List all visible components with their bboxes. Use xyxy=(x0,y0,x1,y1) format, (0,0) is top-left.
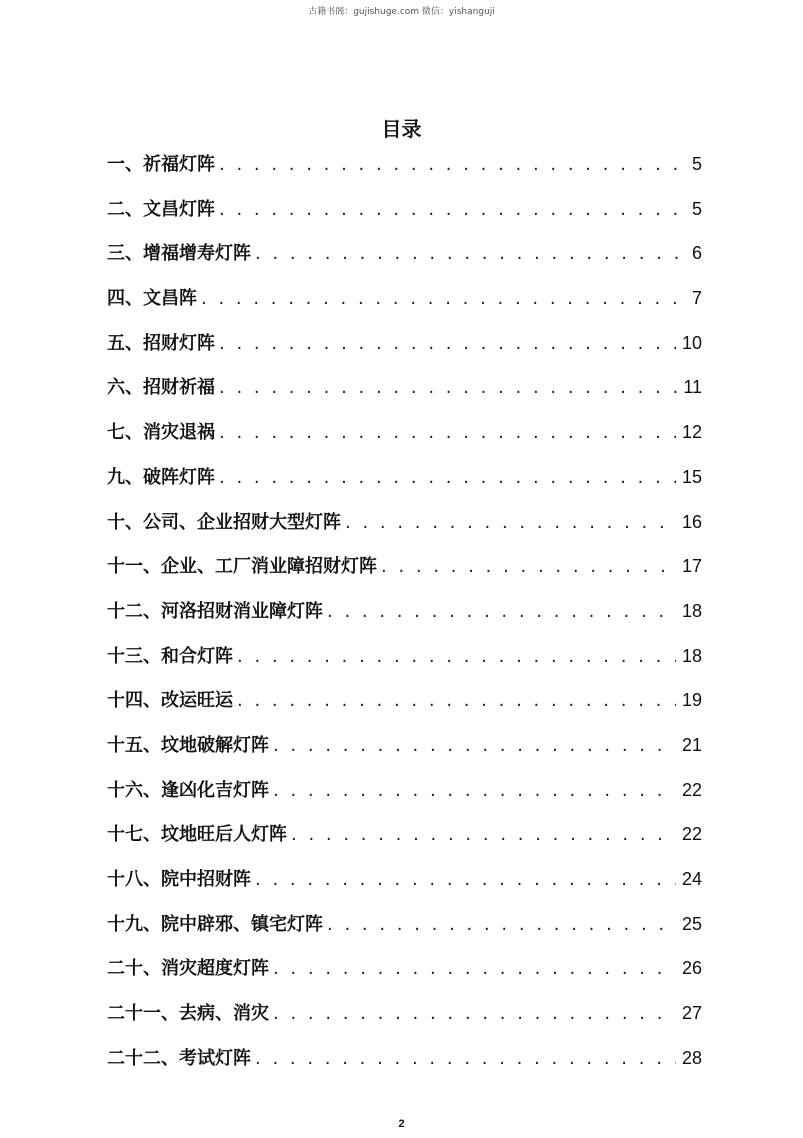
toc-leader-dots xyxy=(345,512,676,533)
toc-entry-label: 十六、逢凶化吉灯阵 xyxy=(107,779,269,801)
toc-entry-label: 四、文昌阵 xyxy=(107,288,197,310)
page-number: 2 xyxy=(398,1118,405,1130)
toc-leader-dots xyxy=(291,824,676,845)
toc-entry-label: 五、招财灯阵 xyxy=(107,332,215,354)
toc-entry-page: 28 xyxy=(681,1047,702,1068)
toc-entry-label: 二十二、考试灯阵 xyxy=(107,1047,251,1069)
toc-leader-dots xyxy=(201,288,686,309)
toc-leader-dots xyxy=(255,1048,676,1069)
toc-entry-page: 25 xyxy=(681,913,702,934)
toc-entry-page: 10 xyxy=(681,332,702,353)
toc-entry[interactable] xyxy=(107,150,702,195)
toc-entry-label: 十二、河洛招财消业障灯阵 xyxy=(107,600,323,622)
toc-entry-label: 二、文昌灯阵 xyxy=(107,198,215,220)
toc-entry-page: 5 xyxy=(691,154,702,174)
toc-entry-page: 19 xyxy=(681,690,702,711)
toc-leader-dots xyxy=(237,690,676,711)
toc-leader-dots xyxy=(327,601,676,622)
toc-entry[interactable] xyxy=(107,418,702,463)
toc-entry[interactable] xyxy=(107,597,702,642)
toc-entry-label: 二十一、去病、消灾 xyxy=(107,1003,269,1025)
toc-leader-dots xyxy=(273,958,676,979)
toc-entry-page: 5 xyxy=(691,198,702,219)
toc-leader-dots xyxy=(219,377,677,398)
toc-leader-dots xyxy=(327,914,676,935)
toc-entry-label: 二十、消灾超度灯阵 xyxy=(107,958,269,980)
toc-entry[interactable] xyxy=(107,195,702,240)
toc-entry-label: 九、破阵灯阵 xyxy=(107,466,215,488)
toc-title: 目录 xyxy=(381,117,422,141)
toc-entry-label: 十五、坟地破解灯阵 xyxy=(107,734,269,756)
toc-entry-label: 十四、改运旺运 xyxy=(107,690,233,712)
toc-leader-dots xyxy=(273,1003,676,1024)
toc-leader-dots xyxy=(273,735,676,756)
toc-entry[interactable] xyxy=(107,642,702,687)
toc-entry-page: 22 xyxy=(681,779,702,800)
toc-entry-page: 7 xyxy=(691,288,702,309)
toc-leader-dots xyxy=(255,869,676,890)
toc-entry[interactable] xyxy=(107,865,702,910)
toc-entry-label: 七、消灾退祸 xyxy=(107,422,215,444)
toc-leader-dots xyxy=(381,556,676,577)
toc-entry-label: 十一、企业、工厂消业障招财灯阵 xyxy=(107,556,377,578)
toc-entry[interactable] xyxy=(107,954,702,999)
toc-entry-page: 6 xyxy=(691,243,702,264)
toc-entry[interactable] xyxy=(107,329,702,374)
toc-entry-page: 15 xyxy=(681,466,702,487)
toc-entry[interactable] xyxy=(107,284,702,329)
toc-entry[interactable] xyxy=(107,910,702,955)
toc-entry-label: 十七、坟地旺后人灯阵 xyxy=(107,824,287,846)
toc-leader-dots xyxy=(219,333,676,354)
toc-entry[interactable] xyxy=(107,373,702,418)
toc-entry[interactable] xyxy=(107,776,702,821)
toc-entry-page: 22 xyxy=(681,824,702,845)
toc-entry-page: 18 xyxy=(681,600,702,621)
toc-entry[interactable] xyxy=(107,686,702,731)
toc-entry-label: 十三、和合灯阵 xyxy=(107,645,233,667)
toc-entry-label: 十、公司、企业招财大型灯阵 xyxy=(107,511,341,533)
toc-entry[interactable] xyxy=(107,508,702,553)
toc-entry[interactable] xyxy=(107,820,702,865)
toc-leader-dots xyxy=(219,422,676,443)
toc-entry-page: 18 xyxy=(681,645,702,666)
toc-entry-page: 16 xyxy=(681,511,702,532)
toc-leader-dots xyxy=(273,780,676,801)
toc-entry-label: 三、增福增寿灯阵 xyxy=(107,243,251,265)
toc-entry-page: 27 xyxy=(681,1003,702,1024)
toc-list xyxy=(107,150,702,1088)
toc-entry-page: 17 xyxy=(681,556,702,577)
toc-leader-dots xyxy=(219,467,676,488)
toc-entry-page: 11 xyxy=(683,377,702,398)
toc-entry-page: 24 xyxy=(681,869,702,889)
toc-entry-page: 21 xyxy=(681,734,702,755)
toc-entry[interactable] xyxy=(107,463,702,508)
toc-leader-dots xyxy=(237,646,676,667)
toc-entry-label: 十八、院中招财阵 xyxy=(107,869,251,890)
toc-entry[interactable] xyxy=(107,731,702,776)
toc-entry[interactable] xyxy=(107,552,702,597)
toc-leader-dots xyxy=(255,243,686,264)
toc-entry-page: 12 xyxy=(681,422,702,443)
toc-entry[interactable] xyxy=(107,999,702,1044)
toc-entry[interactable] xyxy=(107,1044,702,1089)
toc-entry-page: 26 xyxy=(681,958,702,979)
toc-entry[interactable] xyxy=(107,239,702,284)
toc-entry-label: 六、招财祈福 xyxy=(107,377,215,399)
toc-entry-label: 一、祈福灯阵 xyxy=(107,154,215,175)
toc-leader-dots xyxy=(219,154,686,175)
toc-entry-label: 十九、院中辟邪、镇宅灯阵 xyxy=(107,913,323,935)
toc-leader-dots xyxy=(219,199,686,220)
watermark-text: 古籍书阁：gujishuge.com 微信：yishanguji xyxy=(308,7,495,17)
